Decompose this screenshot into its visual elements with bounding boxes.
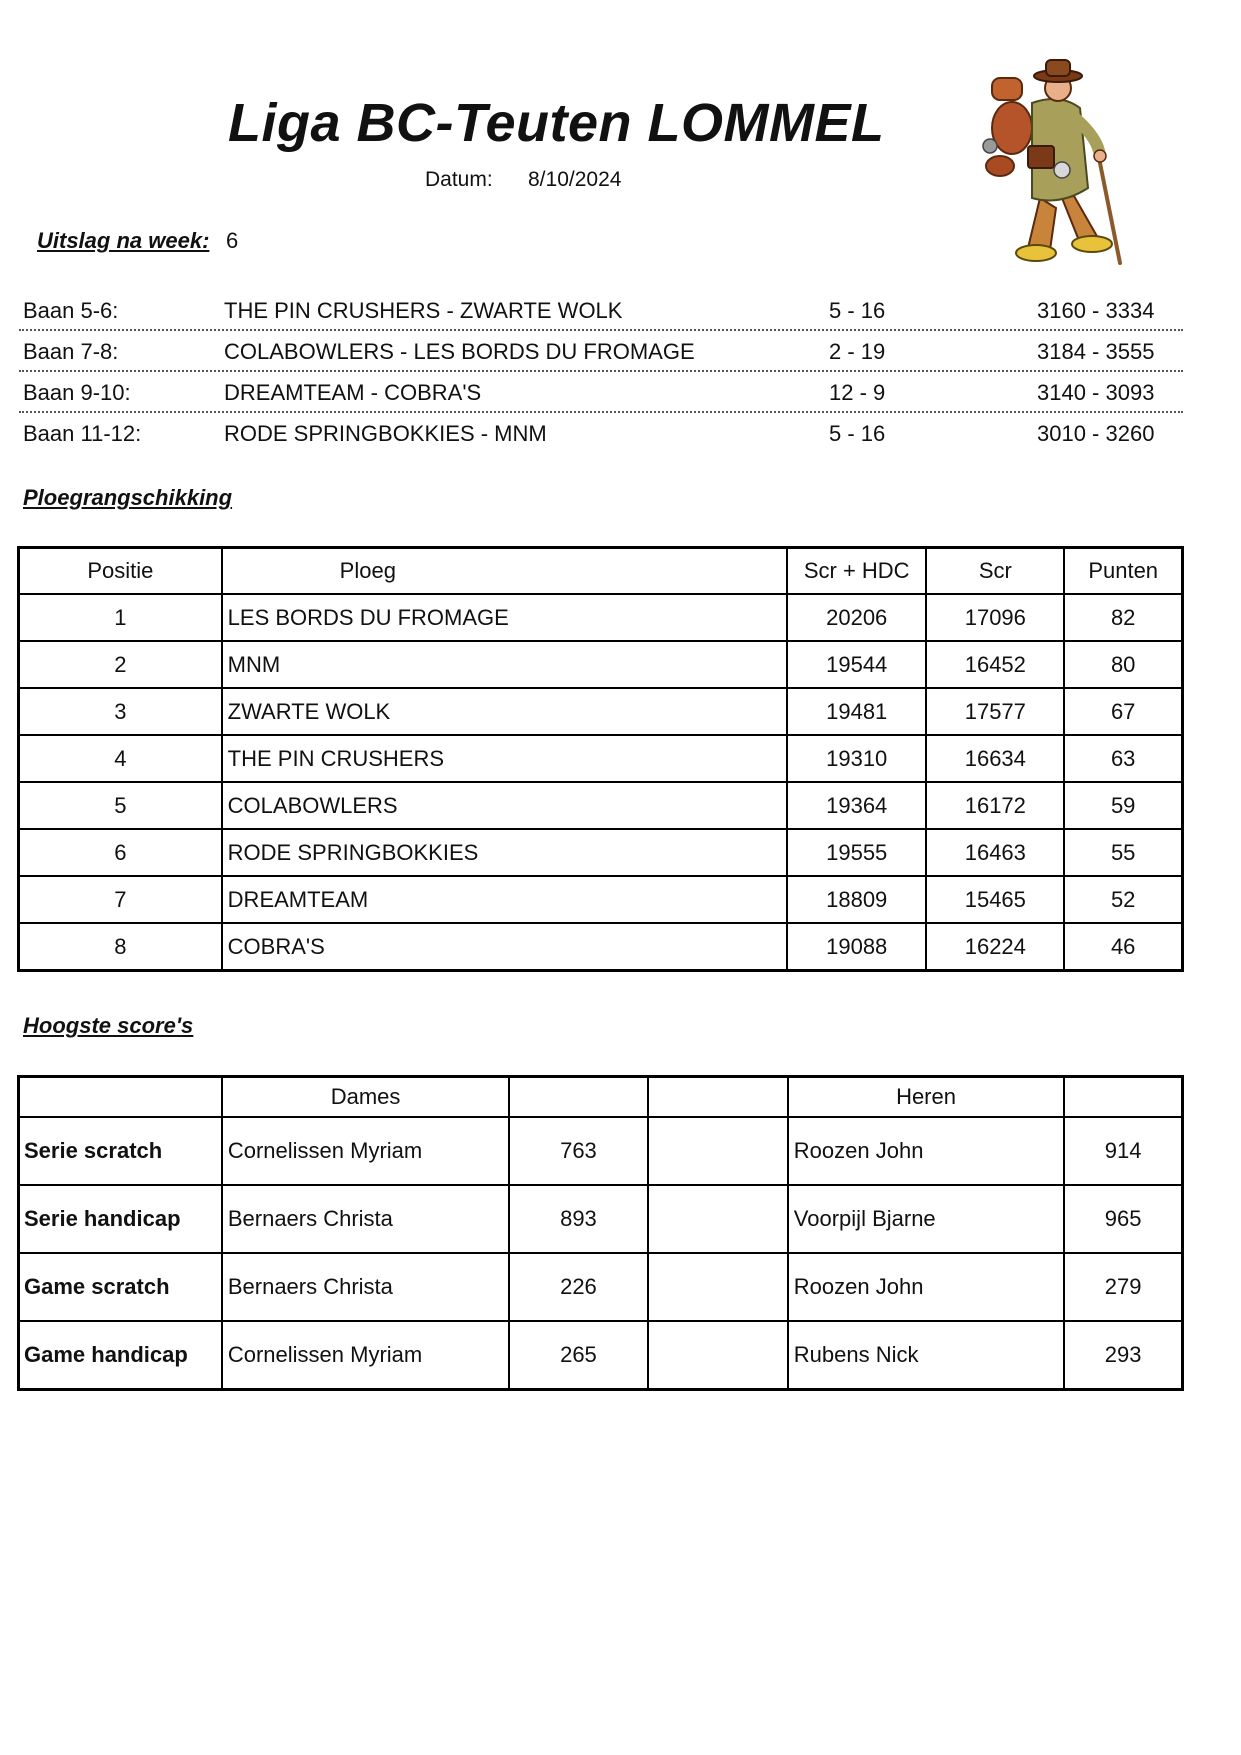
cell-punten: 63 (1064, 735, 1182, 782)
result-match: COLABOWLERS - LES BORDS DU FROMAGE (224, 339, 695, 364)
empty-cell (648, 1253, 788, 1321)
table-row (19, 876, 1183, 923)
result-scores: 3140 - 3093 (1037, 380, 1155, 405)
result-baan: Baan 11-12: (23, 421, 142, 446)
cell-scr: 17096 (926, 594, 1064, 641)
result-row (19, 413, 1183, 452)
table-row (19, 1253, 1183, 1321)
cell-ploeg: ZWARTE WOLK (222, 688, 787, 735)
cell-scr: 16634 (926, 735, 1064, 782)
cell-punten: 52 (1064, 876, 1182, 923)
cell-dames-name: Bernaers Christa (222, 1253, 509, 1321)
cell-scr-hdc: 18809 (787, 876, 926, 923)
result-row (19, 331, 1183, 372)
table-row (19, 735, 1183, 782)
result-points: 2 - 19 (829, 339, 886, 364)
teut-peddler-icon (970, 58, 1145, 273)
result-scores: 3184 - 3555 (1037, 339, 1155, 364)
cell-category: Serie handicap (19, 1185, 222, 1253)
table-row (19, 1185, 1183, 1253)
high-scores-title: Hoogste score's (23, 1013, 194, 1038)
high-scores-table (17, 1075, 1184, 1391)
cell-scr-hdc: 19364 (787, 782, 926, 829)
week-label: Uitslag na week: (37, 228, 210, 253)
cell-ploeg: COBRA'S (222, 923, 787, 971)
cell-positie: 3 (19, 688, 222, 735)
cell-scr: 16172 (926, 782, 1064, 829)
match-results (19, 290, 1183, 452)
ranking-table (17, 546, 1184, 972)
cell-heren-score: 293 (1064, 1321, 1182, 1390)
cell-ploeg: DREAMTEAM (222, 876, 787, 923)
cell-scr-hdc: 19555 (787, 829, 926, 876)
cell-ploeg: COLABOWLERS (222, 782, 787, 829)
table-row (19, 1321, 1183, 1390)
result-points: 5 - 16 (829, 421, 886, 446)
cell-scr-hdc: 20206 (787, 594, 926, 641)
cell-punten: 67 (1064, 688, 1182, 735)
cell-positie: 5 (19, 782, 222, 829)
cell-ploeg: MNM (222, 641, 787, 688)
high-scores-header-row (19, 1077, 1183, 1118)
empty-header-cell (509, 1077, 647, 1118)
cell-heren-score: 965 (1064, 1185, 1182, 1253)
col-header-scr: Scr (926, 548, 1064, 595)
result-baan: Baan 7-8: (23, 339, 119, 364)
cell-dames-name: Cornelissen Myriam (222, 1321, 509, 1390)
empty-header-cell (1064, 1077, 1182, 1118)
cell-heren-name: Roozen John (788, 1117, 1064, 1185)
result-match: THE PIN CRUSHERS - ZWARTE WOLK (224, 298, 623, 323)
cell-punten: 59 (1064, 782, 1182, 829)
cell-ploeg: LES BORDS DU FROMAGE (222, 594, 787, 641)
empty-header-cell (19, 1077, 222, 1118)
result-points: 5 - 16 (829, 298, 886, 323)
cell-dames-name: Bernaers Christa (222, 1185, 509, 1253)
col-header-scr-hdc: Scr + HDC (787, 548, 926, 595)
cell-scr: 16452 (926, 641, 1064, 688)
table-row (19, 1117, 1183, 1185)
cell-positie: 7 (19, 876, 222, 923)
cell-positie: 6 (19, 829, 222, 876)
cell-ploeg: THE PIN CRUSHERS (222, 735, 787, 782)
result-baan: Baan 9-10: (23, 380, 131, 405)
cell-positie: 1 (19, 594, 222, 641)
week-value: 6 (226, 228, 239, 253)
cell-dames-name: Cornelissen Myriam (222, 1117, 509, 1185)
table-row (19, 594, 1183, 641)
cell-dames-score: 265 (509, 1321, 647, 1390)
empty-cell (648, 1117, 788, 1185)
result-scores: 3160 - 3334 (1037, 298, 1155, 323)
col-header-heren: Heren (788, 1077, 1064, 1118)
cell-category: Game handicap (19, 1321, 222, 1390)
empty-cell (648, 1185, 788, 1253)
cell-heren-name: Roozen John (788, 1253, 1064, 1321)
col-header-punten: Punten (1064, 548, 1182, 595)
cell-scr-hdc: 19481 (787, 688, 926, 735)
ranking-title: Ploegrangschikking (23, 485, 233, 510)
result-row (19, 290, 1183, 331)
cell-scr-hdc: 19544 (787, 641, 926, 688)
empty-cell (648, 1321, 788, 1390)
cell-positie: 8 (19, 923, 222, 971)
cell-punten: 80 (1064, 641, 1182, 688)
cell-category: Game scratch (19, 1253, 222, 1321)
table-row (19, 782, 1183, 829)
result-row (19, 372, 1183, 413)
cell-scr: 16224 (926, 923, 1064, 971)
table-row (19, 688, 1183, 735)
cell-heren-score: 279 (1064, 1253, 1182, 1321)
cell-scr-hdc: 19310 (787, 735, 926, 782)
col-header-ploeg: Ploeg (222, 548, 787, 595)
cell-category: Serie scratch (19, 1117, 222, 1185)
cell-scr: 16463 (926, 829, 1064, 876)
cell-positie: 4 (19, 735, 222, 782)
result-baan: Baan 5-6: (23, 298, 119, 323)
page-title: Liga BC-Teuten LOMMEL (228, 93, 885, 153)
cell-heren-score: 914 (1064, 1117, 1182, 1185)
result-points: 12 - 9 (829, 380, 886, 405)
cell-ploeg: RODE SPRINGBOKKIES (222, 829, 787, 876)
empty-header-cell (648, 1077, 788, 1118)
result-match: RODE SPRINGBOKKIES - MNM (224, 421, 547, 446)
cell-scr: 15465 (926, 876, 1064, 923)
cell-punten: 46 (1064, 923, 1182, 971)
ranking-header-row (19, 548, 1183, 595)
cell-dames-score: 893 (509, 1185, 647, 1253)
datum-label: Datum: (425, 168, 493, 191)
table-row (19, 829, 1183, 876)
cell-punten: 55 (1064, 829, 1182, 876)
datum-value: 8/10/2024 (528, 168, 622, 191)
result-scores: 3010 - 3260 (1037, 421, 1155, 446)
col-header-dames: Dames (222, 1077, 509, 1118)
table-row (19, 641, 1183, 688)
cell-scr-hdc: 19088 (787, 923, 926, 971)
cell-heren-name: Voorpijl Bjarne (788, 1185, 1064, 1253)
cell-punten: 82 (1064, 594, 1182, 641)
cell-positie: 2 (19, 641, 222, 688)
cell-dames-score: 763 (509, 1117, 647, 1185)
cell-scr: 17577 (926, 688, 1064, 735)
cell-dames-score: 226 (509, 1253, 647, 1321)
cell-heren-name: Rubens Nick (788, 1321, 1064, 1390)
table-row (19, 923, 1183, 971)
col-header-positie: Positie (19, 548, 222, 595)
result-match: DREAMTEAM - COBRA'S (224, 380, 482, 405)
